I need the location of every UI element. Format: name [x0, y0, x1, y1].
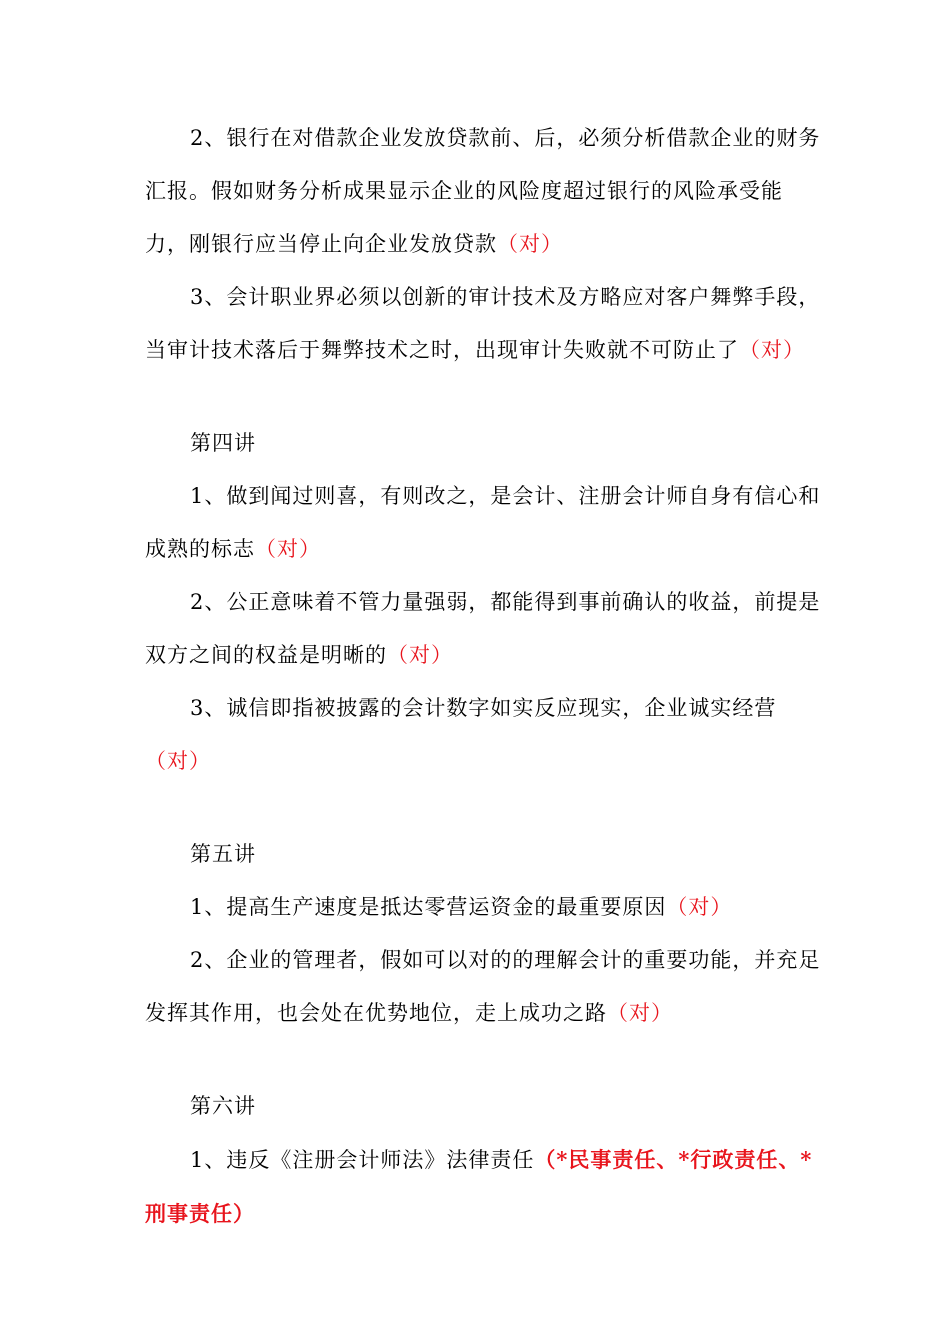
- section-lecture-6: [145, 1080, 825, 1241]
- question-item: [145, 271, 825, 377]
- question-item: [145, 1133, 825, 1241]
- question-text: 1、违反《注册会计师法》法律责任: [190, 1148, 535, 1172]
- answer-text: （对）: [666, 895, 733, 919]
- section-heading: 第五讲: [190, 842, 256, 866]
- section-continued: [145, 112, 825, 377]
- section-lecture-5: [145, 828, 825, 1040]
- section-lecture-4: [145, 417, 825, 788]
- answer-text: （对）: [387, 643, 453, 667]
- answer-text: （对）: [255, 537, 321, 561]
- answer-text: （对）: [739, 338, 805, 362]
- question-text: 3、诚信即指被披露的会计数字如实反应现实，企业诚实经营: [190, 696, 777, 720]
- question-text: 2、银行在对借款企业发放贷款前、后，必须分析借款企业的财务汇报。假如财务分析成果显示企业的风险度超过银行的风险承受能力，刚银行应当停止向企业发放贷款: [145, 126, 821, 256]
- section-gap: [145, 1040, 825, 1080]
- answer-text: （对）: [607, 1001, 673, 1025]
- question-item: [145, 881, 825, 934]
- section-heading: 第六讲: [190, 1094, 256, 1118]
- question-text: 2、企业的管理者，假如可以对的的理解会计的重要功能，并充足发挥其作用，也会处在优势地位，走上成功之路: [145, 948, 821, 1025]
- question-item: [145, 934, 825, 1040]
- question-item: [145, 576, 825, 682]
- question-item: [145, 112, 825, 271]
- section-gap: [145, 788, 825, 828]
- section-heading: 第四讲: [190, 431, 256, 455]
- question-item: [145, 682, 825, 788]
- answer-text: （*民事责任、*行政责任、*刑事责任）: [145, 1147, 813, 1226]
- question-text: 3、会计职业界必须以创新的审计技术及方略应对客户舞弊手段，当审计技术落后于舞弊技术之时，出现审计失败就不可防止了: [145, 285, 821, 362]
- answer-text: （对）: [145, 749, 211, 773]
- question-text: 2、公正意味着不管力量强弱，都能得到事前确认的收益，前提是双方之间的权益是明晰的: [145, 590, 821, 667]
- section-gap: [145, 377, 825, 417]
- answer-text: （对）: [497, 232, 563, 256]
- question-text: 1、提高生产速度是抵达零营运资金的最重要原因: [190, 895, 667, 919]
- document-body: [145, 112, 825, 1241]
- question-text: 1、做到闻过则喜，有则改之，是会计、注册会计师自身有信心和成熟的标志: [145, 484, 821, 561]
- question-item: [145, 470, 825, 576]
